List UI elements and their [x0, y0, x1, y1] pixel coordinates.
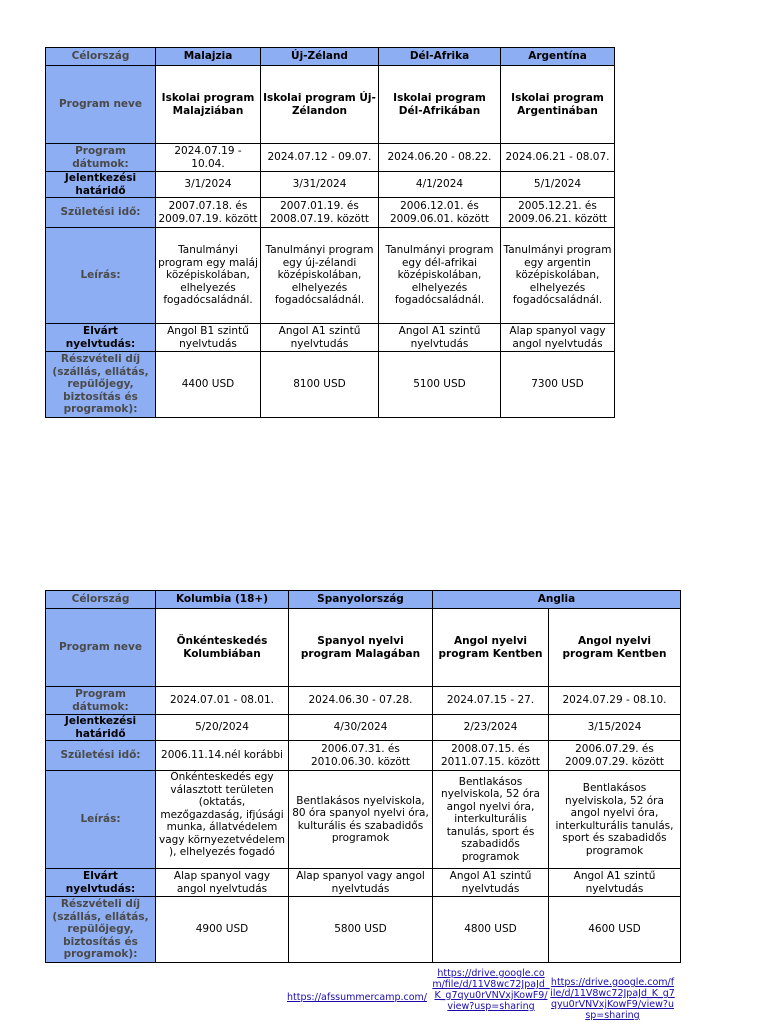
program-table-1	[45, 47, 615, 418]
language-cell: Angol A1 szintű nyelvtudás	[549, 869, 681, 897]
row-label: Elvárt nyelvtudás:	[46, 324, 156, 352]
fee-cell: 4600 USD	[549, 897, 681, 963]
row-label: Program dátumok:	[46, 687, 156, 715]
deadline-cell: 3/31/2024	[261, 172, 379, 198]
dates-cell: 2024.06.21 - 08.07.	[501, 144, 615, 172]
description-cell: Tanulmányi program egy dél-afrikai középiskolában, elhelyezés fogadócsaládnál.	[379, 228, 501, 324]
description-row	[46, 228, 615, 324]
row-label: Elvárt nyelvtudás:	[46, 869, 156, 897]
description-cell: Tanulmányi program egy új-zélandi középiskolában, elhelyezés fogadócsaládnál.	[261, 228, 379, 324]
language-row	[46, 324, 615, 352]
language-row	[46, 869, 681, 897]
language-cell: Angol B1 szintű nyelvtudás	[156, 324, 261, 352]
dates-cell: 2024.07.15 - 27.	[433, 687, 549, 715]
deadline-cell: 3/1/2024	[156, 172, 261, 198]
description-cell: Tanulmányi program egy argentin középiskolában, elhelyezés fogadócsaládnál.	[501, 228, 615, 324]
program-table-2	[45, 590, 681, 963]
birth-date-cell: 2008.07.15. és 2011.07.15. között	[433, 741, 549, 771]
description-cell: Bentlakásos nyelviskola, 80 óra spanyol nyelvi óra, kulturális és szabadidős programok	[289, 771, 433, 869]
fee-cell: 5100 USD	[379, 352, 501, 418]
drive-link[interactable]: https://drive.google.com/file/d/11V8wc72JpaJd_K_g7qyu0rVNVxjKowF9/view?usp=sharing	[432, 968, 550, 1012]
row-label: Jelentkezési határidő	[46, 715, 156, 741]
drive-link[interactable]: https://drive.google.com/file/d/11V8wc72JpaJd_K_g7qyu0rVNVxjKowF9/view?usp=sharing	[550, 977, 675, 1021]
dates-cell: 2024.07.19 - 10.04.	[156, 144, 261, 172]
fee-cell: 8100 USD	[261, 352, 379, 418]
row-label: Program neve	[46, 609, 156, 687]
country-header: Anglia	[433, 591, 681, 609]
birth-date-row	[46, 741, 681, 771]
birth-date-cell: 2006.12.01. és 2009.06.01. között	[379, 198, 501, 228]
language-cell: Angol A1 szintű nyelvtudás	[433, 869, 549, 897]
deadline-cell: 5/1/2024	[501, 172, 615, 198]
row-label: Program neve	[46, 66, 156, 144]
row-label: Leírás:	[46, 771, 156, 869]
fee-cell: 4900 USD	[156, 897, 289, 963]
country-header: Új-Zéland	[261, 48, 379, 66]
program-name-cell: Iskolai program Argentinában	[501, 66, 615, 144]
country-header: Malajzia	[156, 48, 261, 66]
language-cell: Angol A1 szintű nyelvtudás	[379, 324, 501, 352]
program-name-cell: Iskolai program Dél-Afrikában	[379, 66, 501, 144]
dates-cell: 2024.06.30 - 07.28.	[289, 687, 433, 715]
program-name-row	[46, 609, 681, 687]
description-cell: Bentlakásos nyelviskola, 52 óra angol nyelvi óra, interkulturális tanulás, sport és szabadidős programok	[549, 771, 681, 869]
dates-cell: 2024.07.29 - 08.10.	[549, 687, 681, 715]
program-name-row	[46, 66, 615, 144]
program-name-cell: Angol nyelvi program Kentben	[549, 609, 681, 687]
row-label: Születési idő:	[46, 741, 156, 771]
fee-row	[46, 897, 681, 963]
deadline-cell: 4/1/2024	[379, 172, 501, 198]
description-text: Önkénteskedés egy választott területen (oktatás, mezőgazdaság, ifjúsági munka, állatvédelem vagy környezetvédelem ), elhelyezés fogadó	[159, 771, 285, 858]
language-cell: Alap spanyol vagy angol nyelvtudás	[289, 869, 433, 897]
language-cell: Alap spanyol vagy angol nyelvtudás	[501, 324, 615, 352]
birth-date-cell: 2005.12.21. és 2009.06.21. között	[501, 198, 615, 228]
birth-date-cell: 2006.07.31. és 2010.06.30. között	[289, 741, 433, 771]
language-cell: Angol A1 szintű nyelvtudás	[261, 324, 379, 352]
row-label: Részvételi díj (szállás, ellátás, repülőjegy, biztosítás és programok):	[46, 352, 156, 418]
fee-row	[46, 352, 615, 418]
row-label: Részvételi díj (szállás, ellátás, repülőjegy, biztosítás és programok):	[46, 897, 156, 963]
deadline-row	[46, 715, 681, 741]
birth-date-cell: 2007.07.18. és 2009.07.19. között	[156, 198, 261, 228]
row-label: Leírás:	[46, 228, 156, 324]
country-header: Argentína	[501, 48, 615, 66]
description-cell	[156, 771, 289, 869]
row-label: Program dátumok:	[46, 144, 156, 172]
birth-date-row	[46, 198, 615, 228]
country-header: Kolumbia (18+)	[156, 591, 289, 609]
destination-label: Célország	[46, 48, 156, 66]
destination-label: Célország	[46, 591, 156, 609]
country-header-row	[46, 591, 681, 609]
birth-date-cell: 2006.11.14.nél korábbi	[156, 741, 289, 771]
dates-cell: 2024.07.01 - 08.01.	[156, 687, 289, 715]
description-cell: Bentlakásos nyelviskola, 52 óra angol nyelvi óra, interkulturális tanulás, sport és szabadidős programok	[433, 771, 549, 869]
dates-cell: 2024.07.12 - 09.07.	[261, 144, 379, 172]
birth-date-cell: 2006.07.29. és 2009.07.29. között	[549, 741, 681, 771]
program-name-cell: Angol nyelvi program Kentben	[433, 609, 549, 687]
fee-cell: 4800 USD	[433, 897, 549, 963]
row-label: Jelentkezési határidő	[46, 172, 156, 198]
program-name-cell: Spanyol nyelvi program Malagában	[289, 609, 433, 687]
dates-row	[46, 144, 615, 172]
description-row	[46, 771, 681, 869]
program-name-cell: Iskolai program Új-Zélandon	[261, 66, 379, 144]
row-label: Születési idő:	[46, 198, 156, 228]
fee-cell: 5800 USD	[289, 897, 433, 963]
deadline-cell: 2/23/2024	[433, 715, 549, 741]
program-name-cell: Iskolai program Malajziában	[156, 66, 261, 144]
dates-cell: 2024.06.20 - 08.22.	[379, 144, 501, 172]
deadline-row	[46, 172, 615, 198]
summer-camp-link[interactable]: https://afssummercamp.com/	[286, 992, 428, 1003]
country-header-row	[46, 48, 615, 66]
country-header: Spanyolország	[289, 591, 433, 609]
dates-row	[46, 687, 681, 715]
country-header: Dél-Afrika	[379, 48, 501, 66]
description-cell: Tanulmányi program egy maláj középiskolában, elhelyezés fogadócsaládnál.	[156, 228, 261, 324]
language-cell: Alap spanyol vagy angol nyelvtudás	[156, 869, 289, 897]
fee-cell: 7300 USD	[501, 352, 615, 418]
deadline-cell: 5/20/2024	[156, 715, 289, 741]
fee-cell: 4400 USD	[156, 352, 261, 418]
birth-date-cell: 2007.01.19. és 2008.07.19. között	[261, 198, 379, 228]
deadline-cell: 4/30/2024	[289, 715, 433, 741]
deadline-cell: 3/15/2024	[549, 715, 681, 741]
program-name-cell: Önkénteskedés Kolumbiában	[156, 609, 289, 687]
